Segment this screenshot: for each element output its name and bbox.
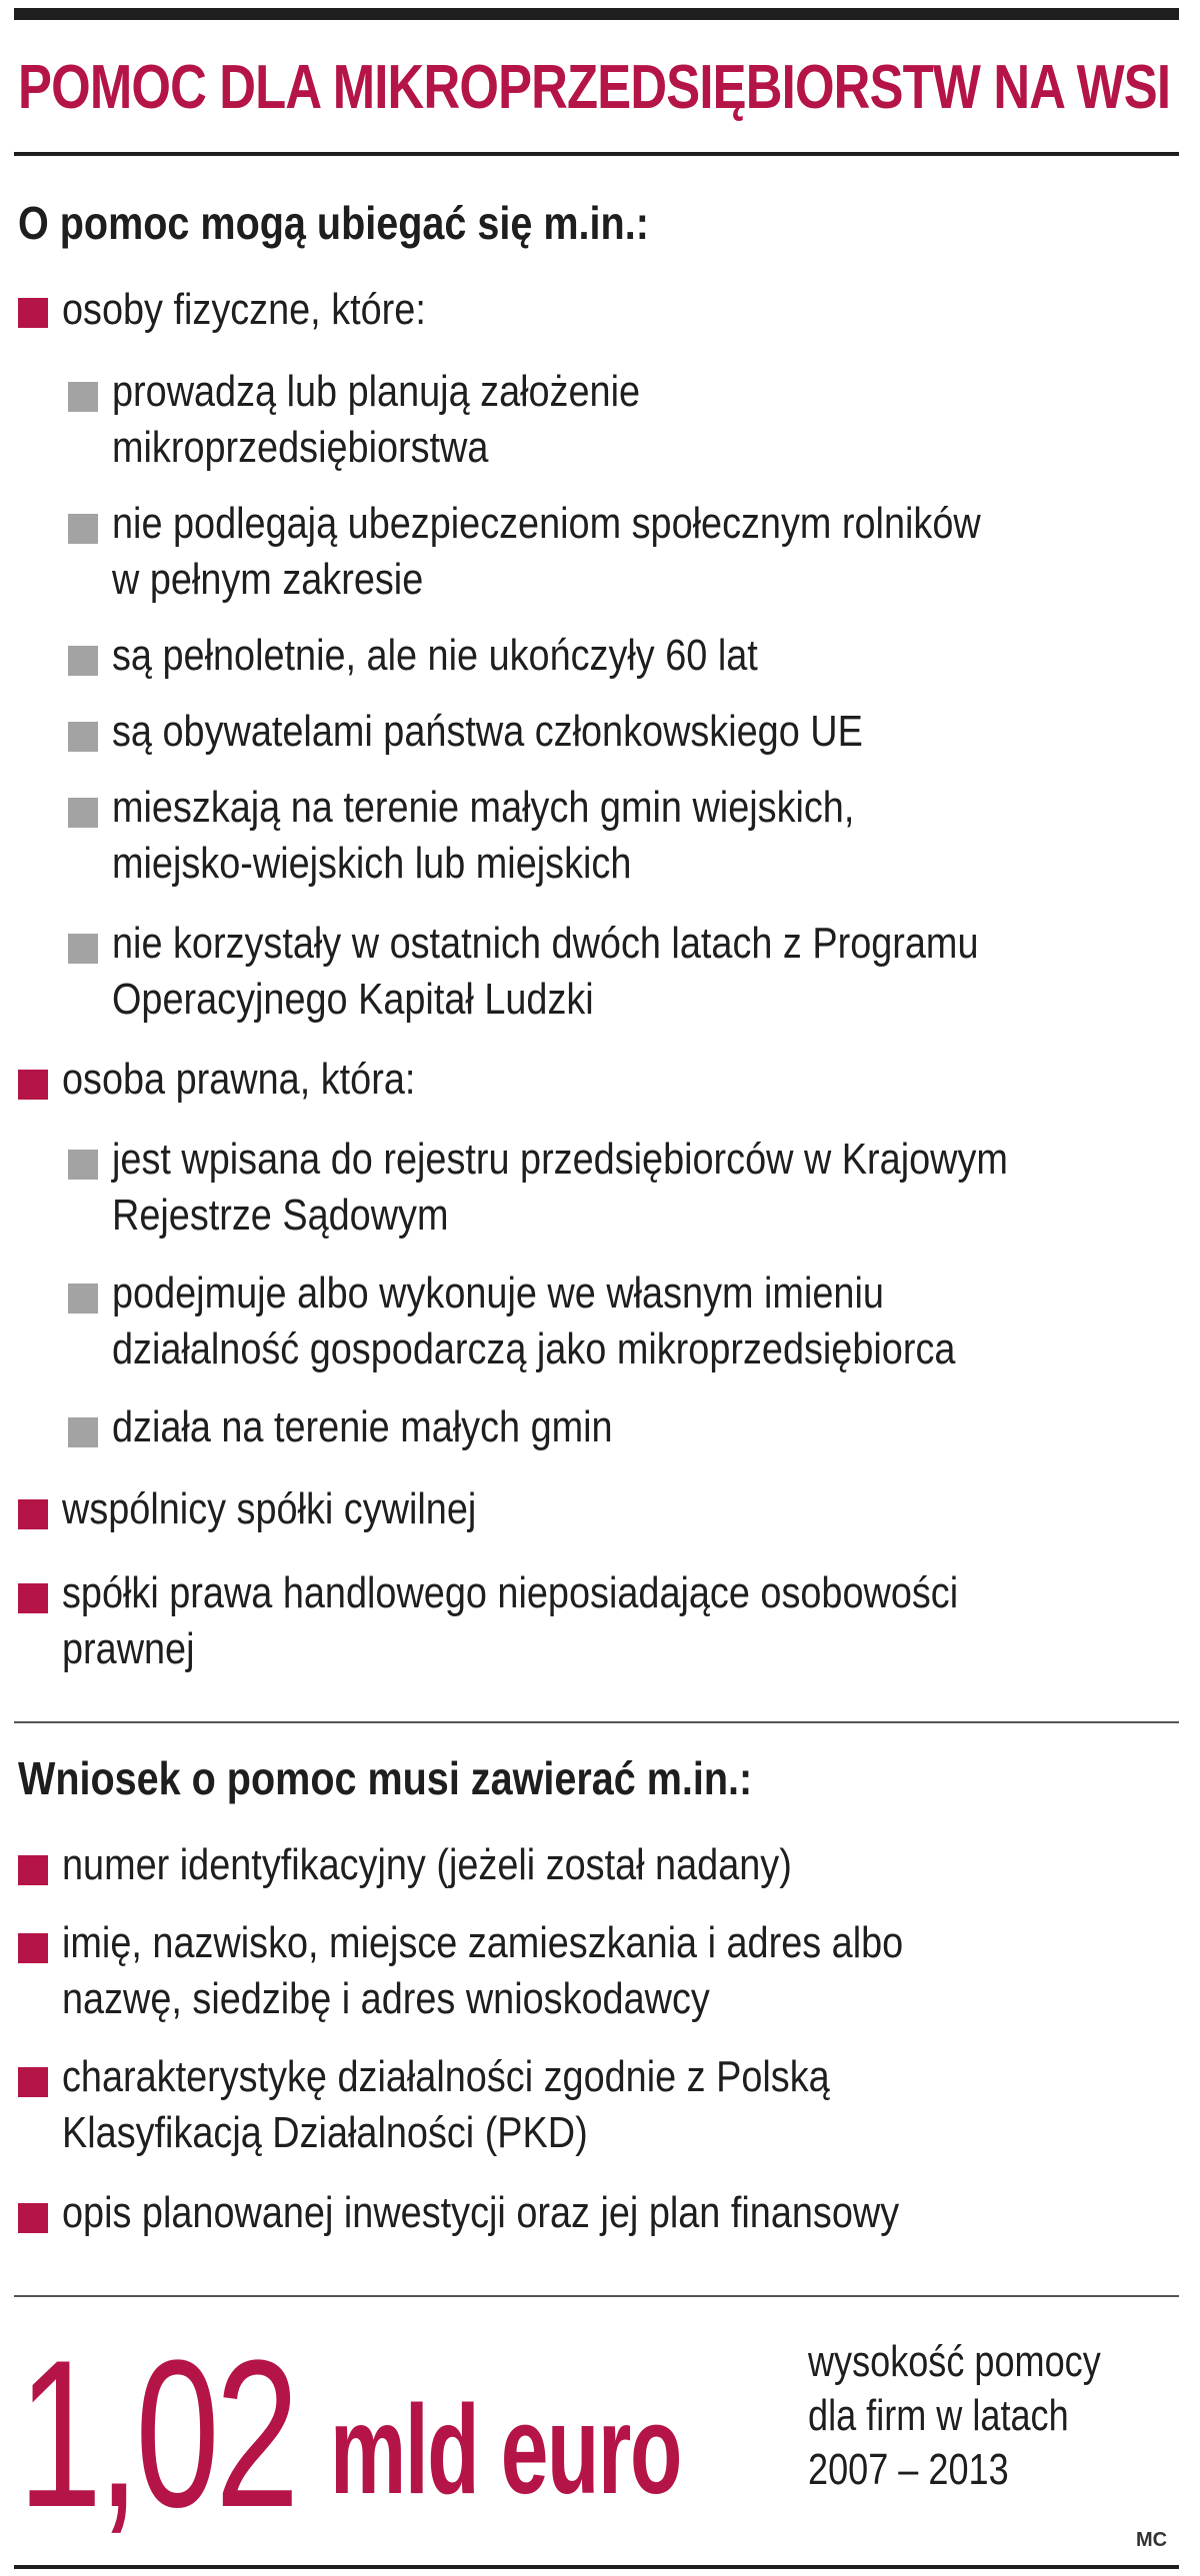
bullet-square-icon xyxy=(18,1855,48,1885)
list-item-natural-persons: osoby fizyczne, które: xyxy=(62,285,426,334)
summary-unit: mld euro xyxy=(330,2379,681,2520)
sub-list-item: nie korzystały w ostatnich dwóch latach z Programu Operacyjnego Kapitał Ludzki xyxy=(112,919,979,1024)
bullet-square-icon xyxy=(18,2067,48,2097)
title-rule xyxy=(14,152,1179,156)
list-item-commercial-company: spółki prawa handlowego nieposiadające osobowości prawnej xyxy=(62,1568,959,1673)
sub-bullet-square-icon xyxy=(68,382,98,412)
sub-list-item: działa na terenie małych gmin xyxy=(112,1402,613,1451)
list-item-civil-partnership: wspólnicy spółki cywilnej xyxy=(62,1484,477,1533)
sub-bullet-square-icon xyxy=(68,514,98,544)
sub-list-item: prowadzą lub planują założenie mikroprzedsiębiorstwa xyxy=(112,367,641,472)
section-divider xyxy=(14,1721,1179,1723)
bullet-square-icon xyxy=(18,1933,48,1963)
section-application-heading: Wniosek o pomoc musi zawierać m.in.: xyxy=(18,1752,753,1804)
top-rule xyxy=(14,8,1179,20)
sub-bullet-square-icon xyxy=(68,798,98,828)
sub-list-item: jest wpisana do rejestru przedsiębiorców w Krajowym Rejestrze Sądowym xyxy=(112,1135,1008,1240)
sub-bullet-square-icon xyxy=(68,1284,98,1313)
sub-bullet-square-icon xyxy=(68,646,98,676)
list-item: opis planowanej inwestycji oraz jej plan finansowy xyxy=(62,2188,900,2237)
bullet-square-icon xyxy=(18,298,48,328)
sub-list-item: nie podlegają ubezpieczeniom społecznym rolników w pełnym zakresie xyxy=(112,499,981,604)
author-credit: MC xyxy=(1136,2529,1168,2551)
list-item-legal-person: osoba prawna, która: xyxy=(62,1055,416,1104)
summary-value: 1,02 xyxy=(18,2316,296,2551)
sub-list-item: są pełnoletnie, ale nie ukończyły 60 lat xyxy=(112,631,758,680)
bullet-square-icon xyxy=(18,1499,48,1529)
sub-bullet-square-icon xyxy=(68,1417,98,1447)
list-item: imię, nazwisko, miejsce zamieszkania i adres albo nazwę, siedzibę i adres wnioskodawcy xyxy=(62,1918,904,2023)
sub-bullet-square-icon xyxy=(68,1150,98,1180)
sub-list-item: są obywatelami państwa członkowskiego UE xyxy=(112,707,863,756)
bullet-square-icon xyxy=(18,1583,48,1613)
bottom-rule xyxy=(14,2565,1179,2569)
summary-divider xyxy=(14,2295,1179,2297)
list-item: charakterystykę działalności zgodnie z Polską Klasyfikacją Działalności (PKD) xyxy=(62,2052,830,2157)
list-item: numer identyfikacyjny (jeżeli został nadany) xyxy=(62,1840,792,1889)
sub-list-item: podejmuje albo wykonuje we własnym imieniu działalność gospodarczą jako mikroprzedsiębiorca xyxy=(112,1269,956,1373)
sub-list-item: mieszkają na terenie małych gmin wiejskich, miejsko-wiejskich lub miejskich xyxy=(112,783,855,888)
infographic-title: POMOC DLA MIKROPRZEDSIĘBIORSTW NA WSI xyxy=(18,53,1171,122)
section-eligibility-heading: O pomoc mogą ubiegać się m.in.: xyxy=(18,197,649,249)
bullet-square-icon xyxy=(18,2203,48,2233)
summary-description: wysokość pomocy dla firm w latach 2007 – 2013 xyxy=(808,2337,1101,2494)
sub-bullet-square-icon xyxy=(68,934,98,964)
bullet-square-icon xyxy=(18,1070,48,1100)
sub-bullet-square-icon xyxy=(68,722,98,752)
